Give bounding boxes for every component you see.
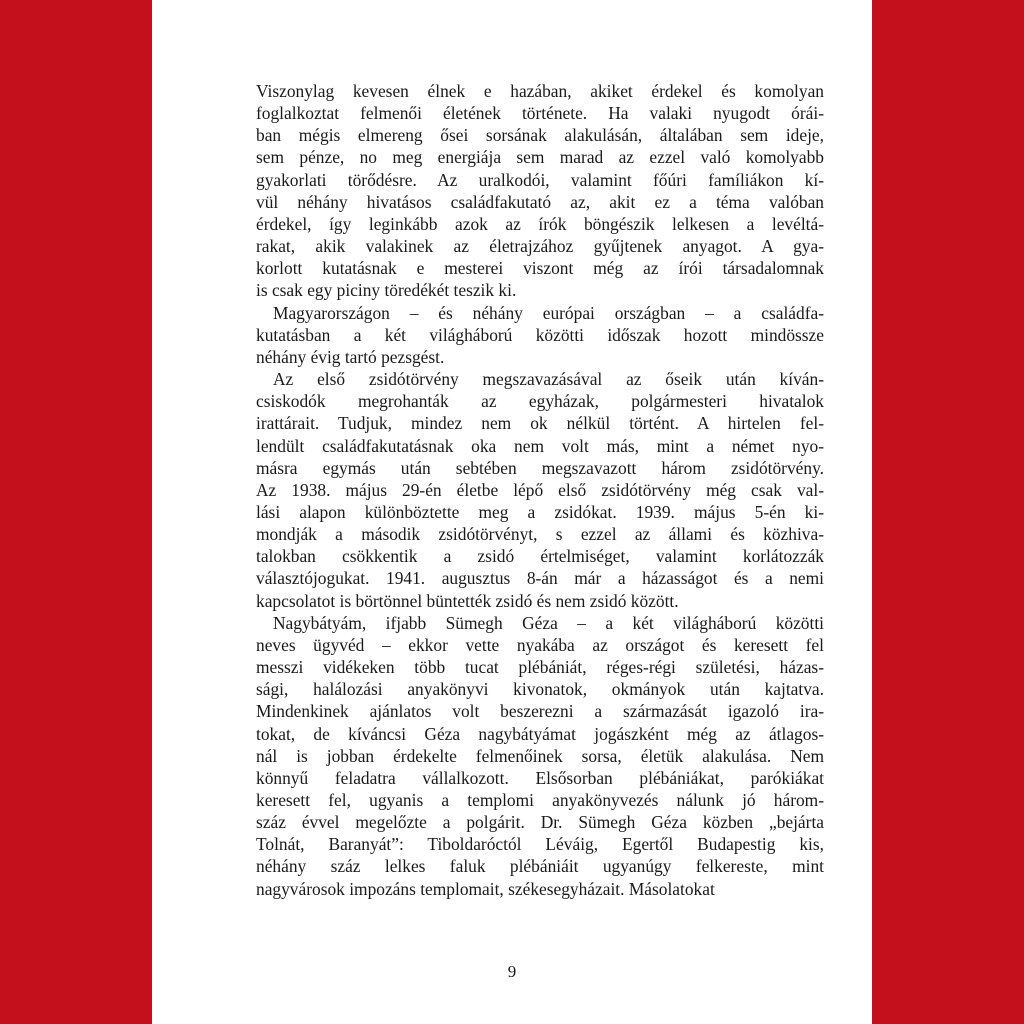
text-line: érdekel, így leginkább azok az írók böngészik lelkesen a levéltá- xyxy=(256,213,824,234)
text-line: könnyű feladatra vállalkozott. Elsősorban plébániákat, parókiákat xyxy=(256,767,824,788)
text-line: kapcsolatot is börtönnel büntették zsidó és nem zsidó között. xyxy=(256,590,679,611)
text-line: Az első zsidótörvény megszavazásával az őseik után kíván- xyxy=(273,369,824,390)
left-red-margin xyxy=(0,0,152,1024)
text-line: lási alapon különböztette meg a zsidókat. 1939. május 5-én ki- xyxy=(256,501,824,522)
page-number: 9 xyxy=(507,962,517,981)
text-line: néhány száz lelkes faluk plébániáit ugyanúgy felkereste, mint xyxy=(256,856,824,877)
text-line: Viszonylag kevesen élnek e hazában, akiket érdekel és komolyan xyxy=(256,81,824,101)
text-line: száz évvel megelőzte a polgárit. Dr. Sümegh Géza közben „bejárta xyxy=(256,812,824,833)
text-line: rakat, akik valakinek az életrajzához gyűjtenek anyagot. A gya- xyxy=(256,236,824,257)
paragraph xyxy=(256,302,824,368)
text-line: mondják a második zsidótörvényt, s ezzel az állami és közhiva- xyxy=(256,524,824,545)
text-line: foglalkoztat felmenői életének története. Ha valaki nyugodt órái- xyxy=(256,103,824,124)
text-line: sem pénze, no meg energiája sem marad az ezzel való komolyabb xyxy=(256,147,824,168)
book-page xyxy=(152,0,872,1024)
text-line: korlott kutatásnak e mesterei viszont még az írói társadalomnak xyxy=(256,258,824,279)
text-line: választójogukat. 1941. augusztus 8-án már a házasságot és a nemi xyxy=(256,568,824,589)
text-line: csiskodók megrohanták az egyházak, polgármesteri hivatalok xyxy=(256,391,824,412)
text-line: Nagybátyám, ifjabb Sümegh Géza – a két világháború közötti xyxy=(273,612,824,633)
text-line: messzi vidékeken több tucat plébániát, réges-régi születési, házas- xyxy=(256,657,824,678)
body-text xyxy=(256,80,824,900)
paragraph xyxy=(256,612,824,900)
text-line: vül néhány hivatásos családfakutató az, akit ez a téma valóban xyxy=(256,191,824,212)
text-line: Magyarországon – és néhány európai országban – a családfa- xyxy=(273,302,824,323)
right-red-margin xyxy=(872,0,1024,1024)
text-line: ban mégis elmereng ősei sorsának alakulásán, általában sem ideje, xyxy=(256,125,824,146)
text-line: neves ügyvéd – ekkor vette nyakába az országot és keresett fel xyxy=(256,634,824,655)
text-line: nagyvárosok impozáns templomait, székesegyházait. Másolatokat xyxy=(256,878,715,899)
text-line: tokat, de kíváncsi Géza nagybátyámat jogászként még az átlagos- xyxy=(256,723,824,744)
text-line: néhány évig tartó pezsgést. xyxy=(256,346,445,367)
text-line: sági, halálozási anyakönyvi kivonatok, okmányok után kajtatva. xyxy=(256,679,824,700)
text-line: kutatásban a két világháború közötti időszak hozott mindössze xyxy=(256,324,824,345)
text-line: Tolnát, Baranyát”: Tiboldaróctól Léváig, Egertől Budapestig kis, xyxy=(256,834,824,855)
paragraph xyxy=(256,368,824,612)
text-line: keresett fel, ugyanis a templomi anyakönyvezés nálunk jó három- xyxy=(256,790,824,810)
text-line: másra egymás után sebtében megszavazott három zsidótörvény. xyxy=(256,457,824,478)
text-line: irattárait. Tudjuk, mindez nem ok nélkül történt. A hirtelen fel- xyxy=(256,413,824,434)
text-line: Mindenkinek ajánlatos volt beszerezni a származását igazoló ira- xyxy=(256,701,824,722)
text-line: gyakorlati törődésre. Az uralkodói, valamint főúri famíliákon kí- xyxy=(256,169,824,190)
paragraph xyxy=(256,80,824,302)
text-line: Az 1938. május 29-én életbe lépő első zsidótörvény még csak val- xyxy=(256,479,824,500)
text-line: lendült családfakutatásnak oka nem volt más, mint a német nyo- xyxy=(256,435,824,456)
text-line: is csak egy piciny töredékét teszik ki. xyxy=(256,280,517,301)
text-line: talokban csökkentik a zsidó értelmiséget, valamint korlátozzák xyxy=(256,546,824,567)
text-line: nál is jobban érdekelte felmenőinek sorsa, életük alakulása. Nem xyxy=(256,745,824,766)
